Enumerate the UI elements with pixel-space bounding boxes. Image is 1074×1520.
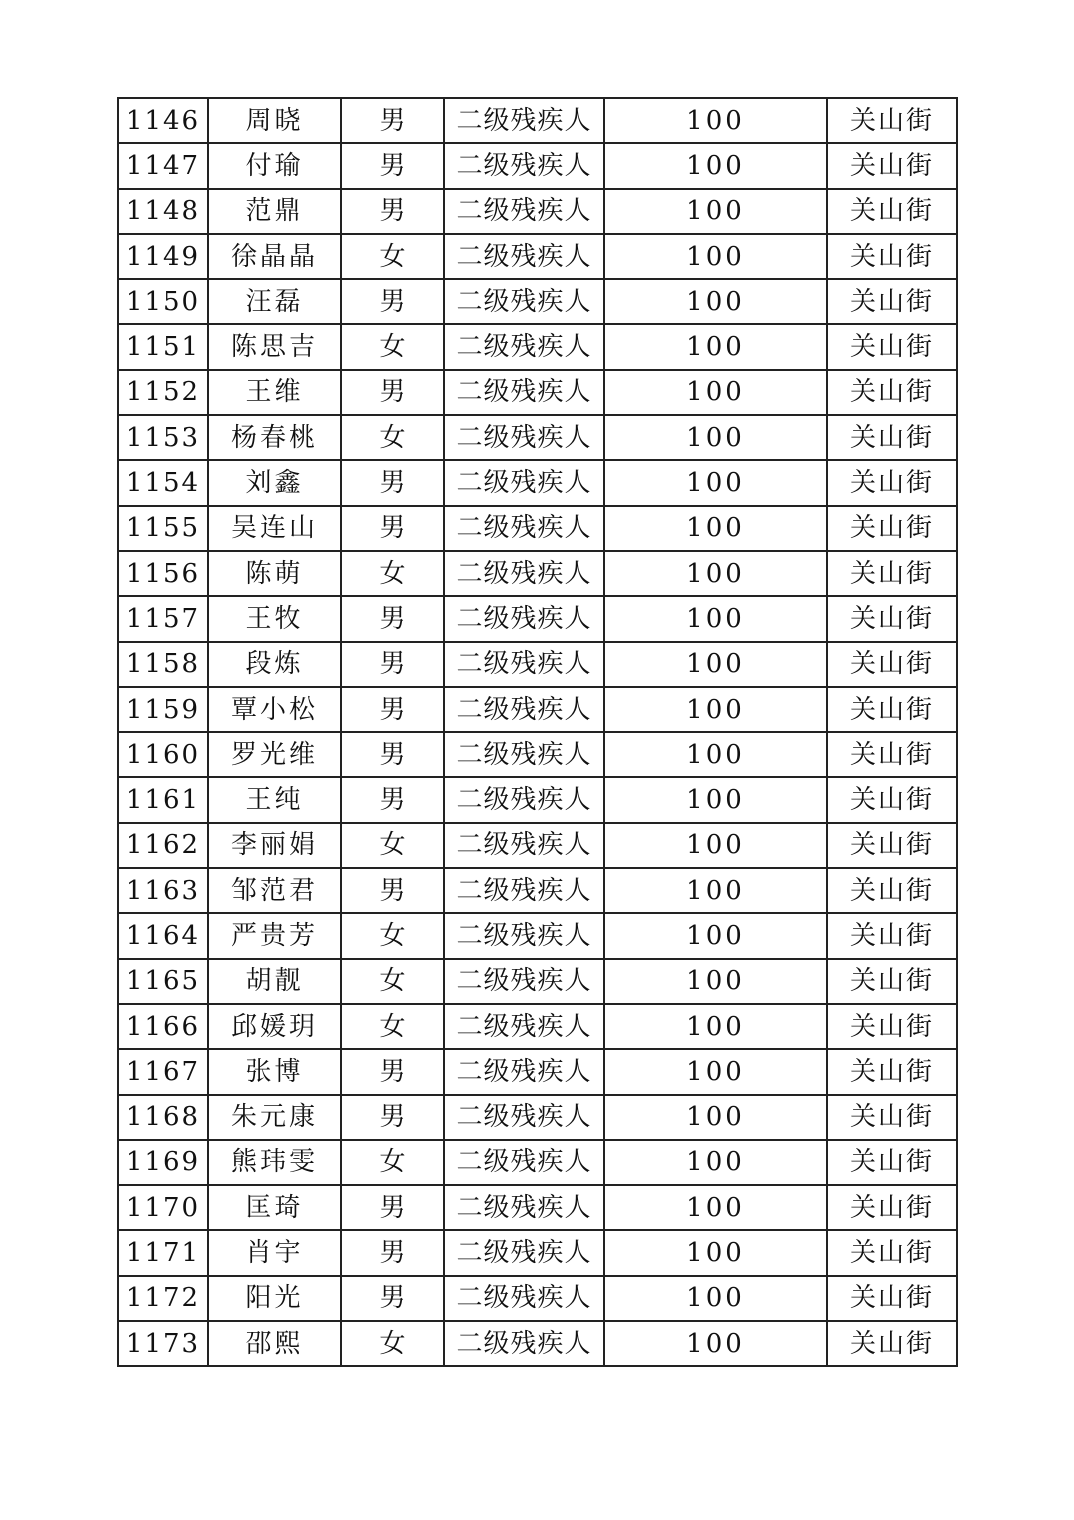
cell-number: 1146 [118,98,208,143]
cell-amount: 100 [604,234,827,279]
cell-gender: 男 [341,596,444,641]
cell-number: 1167 [118,1049,208,1094]
cell-name: 范鼎 [208,189,341,234]
table-row [118,868,957,913]
cell-amount: 100 [604,823,827,868]
cell-name: 王纯 [208,777,341,822]
table-row [118,1321,957,1366]
table-row [118,1095,957,1140]
cell-gender: 男 [341,1095,444,1140]
roster-table [117,97,958,1367]
cell-street: 关山街 [827,370,957,415]
cell-name: 王牧 [208,596,341,641]
cell-street: 关山街 [827,1095,957,1140]
cell-number: 1165 [118,959,208,1004]
cell-name: 朱元康 [208,1095,341,1140]
cell-gender: 男 [341,642,444,687]
cell-name: 阳光 [208,1276,341,1321]
table-row [118,143,957,188]
cell-number: 1148 [118,189,208,234]
cell-amount: 100 [604,415,827,460]
cell-amount: 100 [604,913,827,958]
cell-street: 关山街 [827,189,957,234]
table-row [118,506,957,551]
cell-category: 二级残疾人 [444,959,604,1004]
cell-category: 二级残疾人 [444,642,604,687]
cell-number: 1147 [118,143,208,188]
table-row [118,189,957,234]
cell-name: 熊玮雯 [208,1140,341,1185]
cell-amount: 100 [604,1276,827,1321]
cell-amount: 100 [604,370,827,415]
cell-street: 关山街 [827,1004,957,1049]
cell-gender: 女 [341,234,444,279]
cell-category: 二级残疾人 [444,1004,604,1049]
cell-amount: 100 [604,460,827,505]
cell-street: 关山街 [827,1276,957,1321]
table-row [118,279,957,324]
cell-name: 徐晶晶 [208,234,341,279]
table-row [118,777,957,822]
cell-gender: 女 [341,551,444,596]
cell-gender: 女 [341,415,444,460]
cell-street: 关山街 [827,913,957,958]
cell-amount: 100 [604,1321,827,1366]
cell-name: 匡琦 [208,1185,341,1230]
cell-street: 关山街 [827,1185,957,1230]
cell-gender: 男 [341,98,444,143]
cell-name: 覃小松 [208,687,341,732]
cell-street: 关山街 [827,959,957,1004]
cell-number: 1169 [118,1140,208,1185]
cell-street: 关山街 [827,596,957,641]
cell-name: 刘鑫 [208,460,341,505]
cell-amount: 100 [604,868,827,913]
cell-street: 关山街 [827,777,957,822]
cell-amount: 100 [604,1004,827,1049]
table-row [118,1230,957,1275]
cell-gender: 男 [341,732,444,777]
cell-street: 关山街 [827,1230,957,1275]
cell-category: 二级残疾人 [444,1140,604,1185]
cell-number: 1172 [118,1276,208,1321]
cell-number: 1149 [118,234,208,279]
cell-amount: 100 [604,1185,827,1230]
cell-category: 二级残疾人 [444,234,604,279]
cell-category: 二级残疾人 [444,1095,604,1140]
table-row [118,460,957,505]
cell-category: 二级残疾人 [444,370,604,415]
roster-table-body [118,98,957,1366]
cell-street: 关山街 [827,687,957,732]
cell-amount: 100 [604,506,827,551]
cell-street: 关山街 [827,279,957,324]
cell-gender: 女 [341,959,444,1004]
table-row [118,596,957,641]
cell-category: 二级残疾人 [444,1321,604,1366]
table-row [118,823,957,868]
cell-street: 关山街 [827,324,957,369]
table-row [118,1140,957,1185]
cell-street: 关山街 [827,868,957,913]
cell-amount: 100 [604,279,827,324]
cell-number: 1164 [118,913,208,958]
cell-number: 1171 [118,1230,208,1275]
cell-name: 付瑜 [208,143,341,188]
cell-category: 二级残疾人 [444,98,604,143]
cell-amount: 100 [604,1095,827,1140]
table-row [118,234,957,279]
cell-name: 罗光维 [208,732,341,777]
cell-gender: 男 [341,1276,444,1321]
cell-number: 1157 [118,596,208,641]
cell-category: 二级残疾人 [444,1185,604,1230]
cell-gender: 男 [341,1185,444,1230]
cell-street: 关山街 [827,415,957,460]
cell-gender: 男 [341,370,444,415]
cell-street: 关山街 [827,551,957,596]
cell-name: 汪磊 [208,279,341,324]
cell-category: 二级残疾人 [444,1230,604,1275]
cell-street: 关山街 [827,506,957,551]
cell-number: 1155 [118,506,208,551]
cell-gender: 女 [341,913,444,958]
cell-name: 陈思吉 [208,324,341,369]
cell-gender: 女 [341,1004,444,1049]
cell-gender: 男 [341,1230,444,1275]
table-row [118,1185,957,1230]
cell-number: 1152 [118,370,208,415]
cell-number: 1161 [118,777,208,822]
cell-street: 关山街 [827,732,957,777]
cell-street: 关山街 [827,1049,957,1094]
table-row [118,98,957,143]
cell-category: 二级残疾人 [444,823,604,868]
cell-amount: 100 [604,143,827,188]
cell-name: 李丽娟 [208,823,341,868]
cell-amount: 100 [604,98,827,143]
cell-street: 关山街 [827,823,957,868]
cell-category: 二级残疾人 [444,506,604,551]
cell-category: 二级残疾人 [444,324,604,369]
cell-category: 二级残疾人 [444,1276,604,1321]
cell-category: 二级残疾人 [444,868,604,913]
table-row [118,959,957,1004]
cell-street: 关山街 [827,98,957,143]
cell-amount: 100 [604,1049,827,1094]
cell-gender: 男 [341,143,444,188]
cell-amount: 100 [604,642,827,687]
cell-amount: 100 [604,687,827,732]
cell-number: 1168 [118,1095,208,1140]
cell-amount: 100 [604,959,827,1004]
cell-number: 1159 [118,687,208,732]
cell-number: 1170 [118,1185,208,1230]
cell-name: 严贵芳 [208,913,341,958]
cell-category: 二级残疾人 [444,1049,604,1094]
table-row [118,415,957,460]
cell-number: 1162 [118,823,208,868]
cell-gender: 男 [341,868,444,913]
cell-category: 二级残疾人 [444,777,604,822]
cell-gender: 男 [341,777,444,822]
cell-gender: 男 [341,460,444,505]
cell-number: 1163 [118,868,208,913]
cell-street: 关山街 [827,1321,957,1366]
cell-street: 关山街 [827,642,957,687]
cell-name: 胡靓 [208,959,341,1004]
table-row [118,551,957,596]
cell-number: 1173 [118,1321,208,1366]
cell-name: 肖宇 [208,1230,341,1275]
table-row [118,1004,957,1049]
cell-category: 二级残疾人 [444,732,604,777]
cell-gender: 男 [341,687,444,732]
cell-street: 关山街 [827,143,957,188]
cell-street: 关山街 [827,234,957,279]
cell-street: 关山街 [827,1140,957,1185]
cell-category: 二级残疾人 [444,415,604,460]
cell-category: 二级残疾人 [444,596,604,641]
table-row [118,732,957,777]
cell-amount: 100 [604,1140,827,1185]
cell-amount: 100 [604,189,827,234]
cell-name: 张博 [208,1049,341,1094]
cell-number: 1158 [118,642,208,687]
cell-category: 二级残疾人 [444,460,604,505]
cell-name: 邱媛玥 [208,1004,341,1049]
table-row [118,324,957,369]
table-row [118,1049,957,1094]
cell-amount: 100 [604,1230,827,1275]
cell-number: 1150 [118,279,208,324]
cell-number: 1154 [118,460,208,505]
cell-category: 二级残疾人 [444,913,604,958]
cell-name: 邹范君 [208,868,341,913]
cell-category: 二级残疾人 [444,551,604,596]
table-row [118,642,957,687]
cell-name: 邵熙 [208,1321,341,1366]
cell-amount: 100 [604,324,827,369]
table-row [118,913,957,958]
cell-name: 陈萌 [208,551,341,596]
cell-amount: 100 [604,551,827,596]
cell-number: 1153 [118,415,208,460]
cell-gender: 男 [341,279,444,324]
cell-gender: 女 [341,1140,444,1185]
cell-number: 1166 [118,1004,208,1049]
cell-gender: 男 [341,189,444,234]
cell-gender: 女 [341,324,444,369]
cell-category: 二级残疾人 [444,143,604,188]
cell-name: 周晓 [208,98,341,143]
cell-amount: 100 [604,732,827,777]
table-row [118,1276,957,1321]
cell-name: 王维 [208,370,341,415]
cell-name: 段炼 [208,642,341,687]
cell-amount: 100 [604,777,827,822]
cell-street: 关山街 [827,460,957,505]
cell-category: 二级残疾人 [444,189,604,234]
cell-gender: 女 [341,823,444,868]
cell-number: 1156 [118,551,208,596]
cell-gender: 男 [341,1049,444,1094]
cell-amount: 100 [604,596,827,641]
cell-number: 1151 [118,324,208,369]
cell-name: 吴连山 [208,506,341,551]
table-row [118,687,957,732]
cell-number: 1160 [118,732,208,777]
cell-name: 杨春桃 [208,415,341,460]
cell-gender: 男 [341,506,444,551]
cell-category: 二级残疾人 [444,279,604,324]
cell-category: 二级残疾人 [444,687,604,732]
cell-gender: 女 [341,1321,444,1366]
table-row [118,370,957,415]
